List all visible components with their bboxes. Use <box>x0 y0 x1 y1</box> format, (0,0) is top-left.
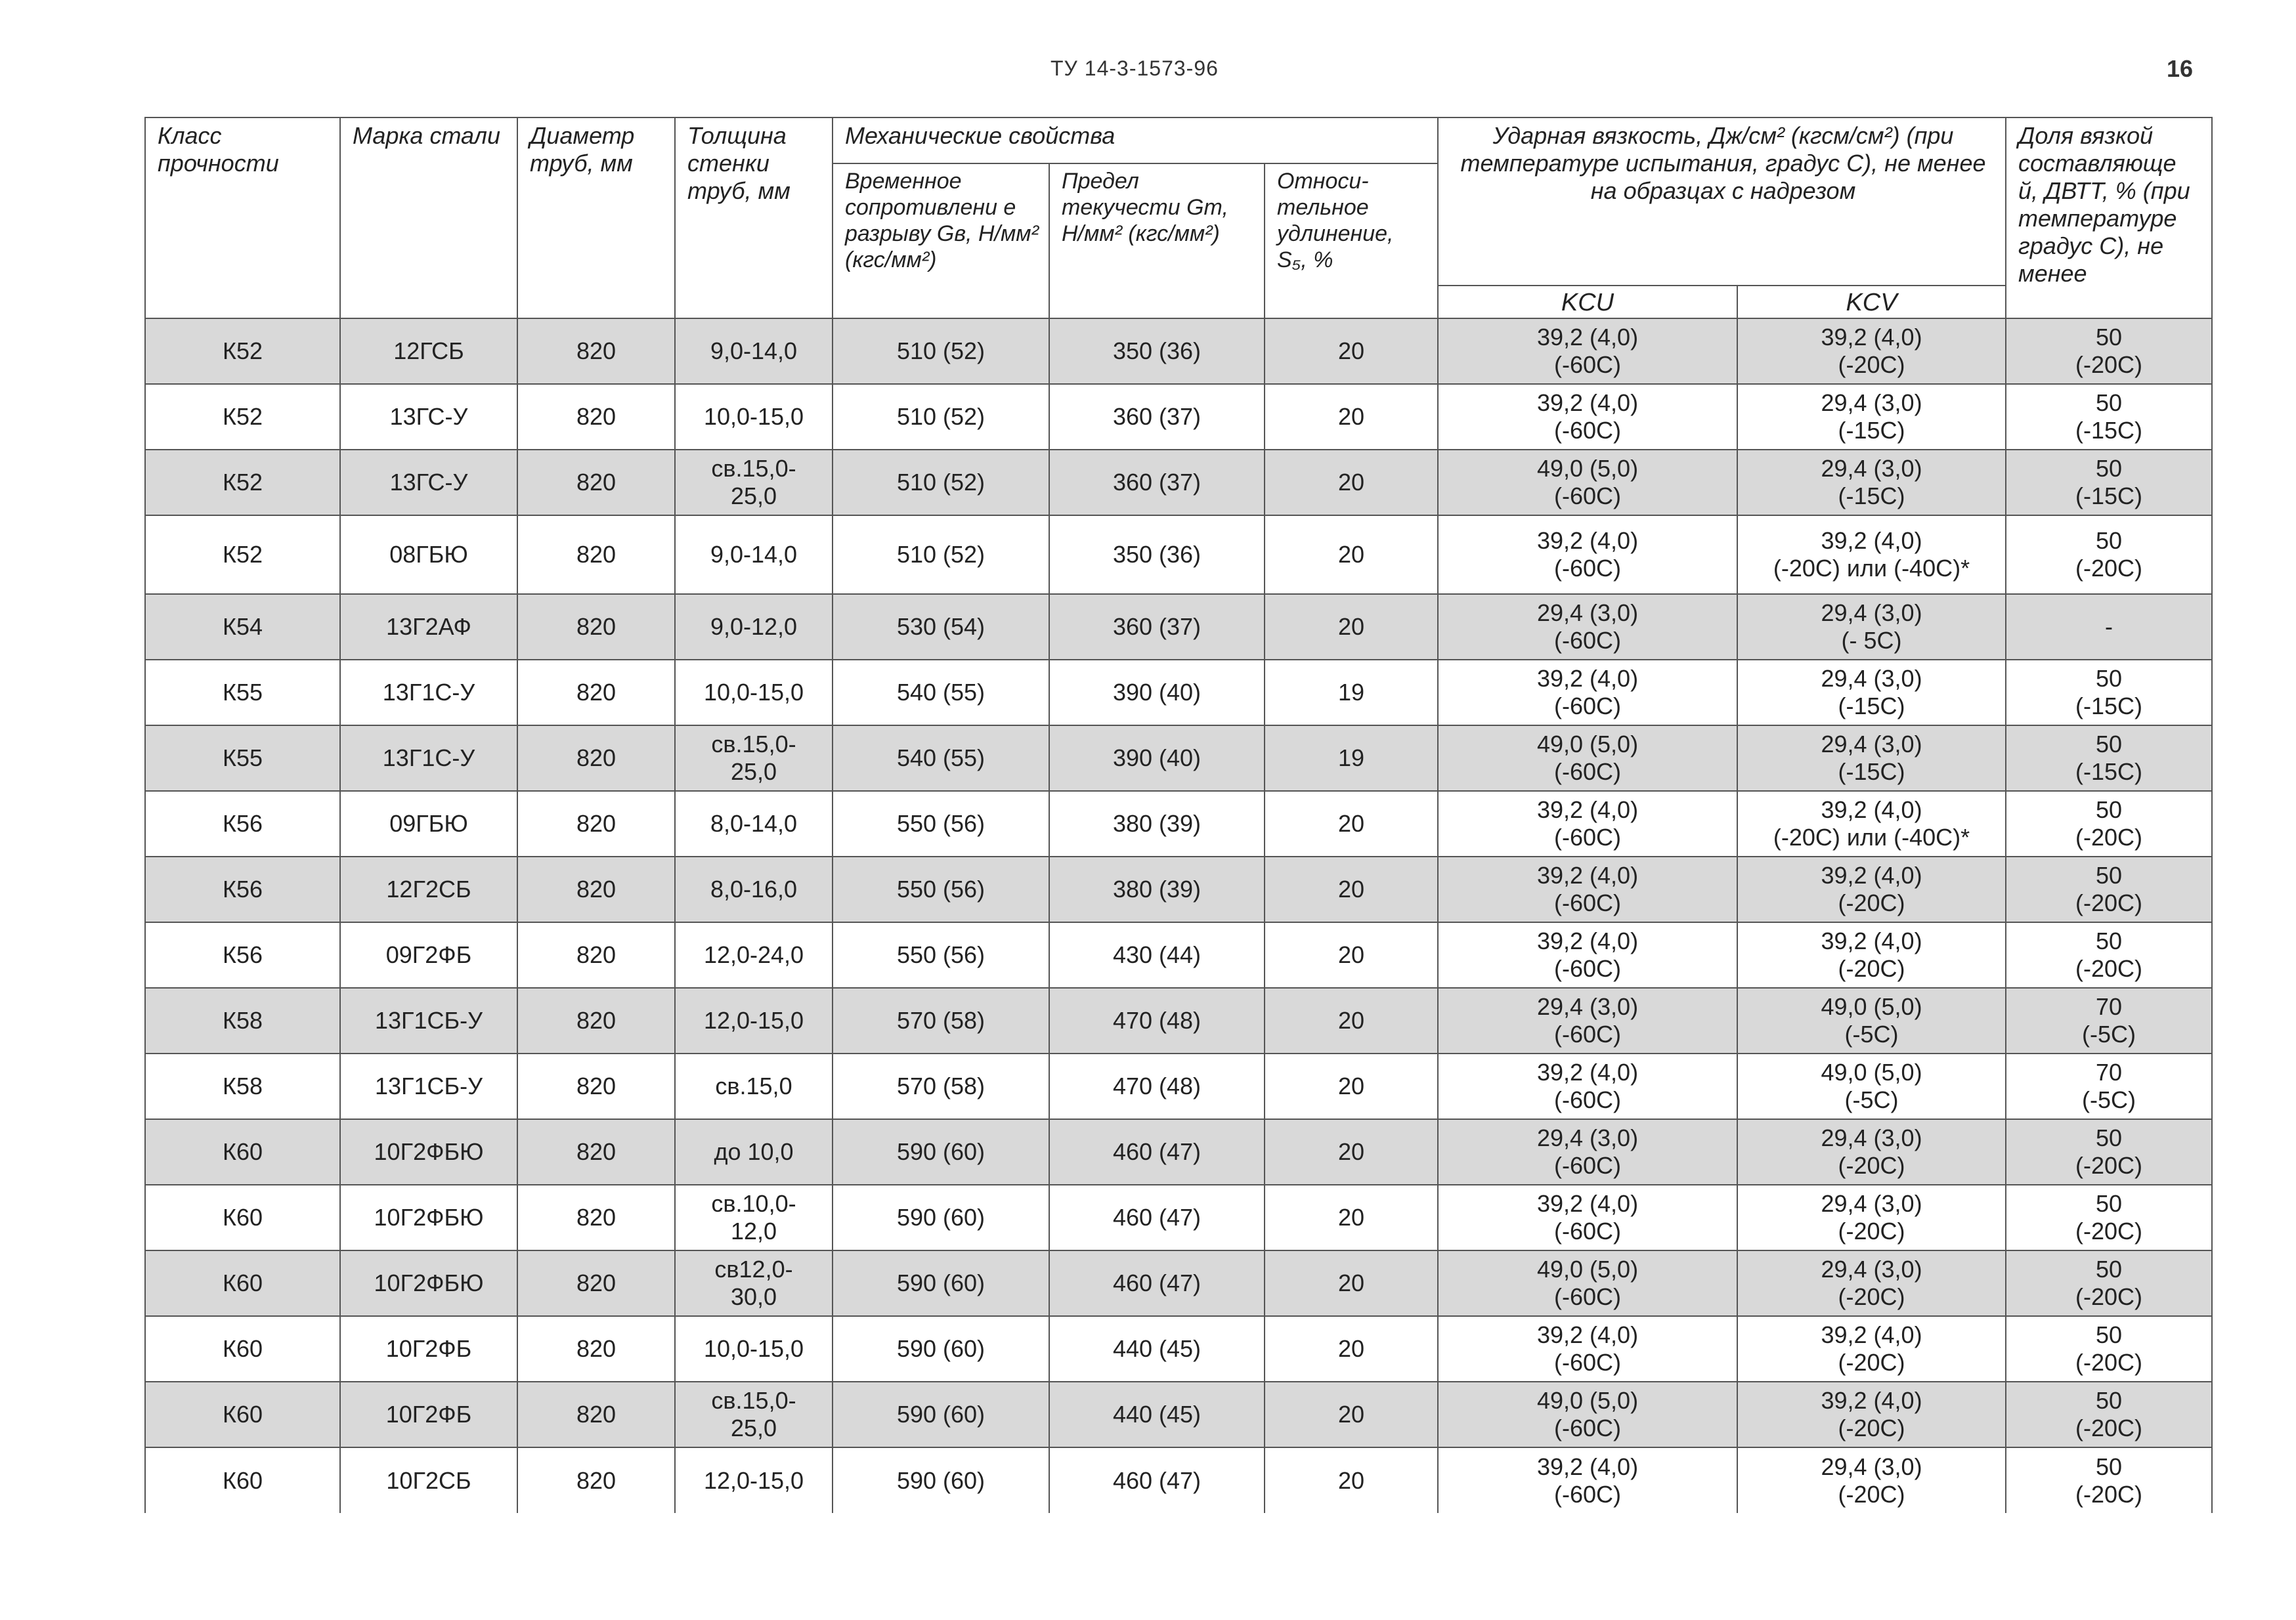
table-row <box>145 594 2212 660</box>
cell-wall-thickness: 12,0-15,0 <box>675 988 833 1054</box>
cell-steel-grade: 10Г2ФБЮ <box>340 1185 517 1250</box>
cell-steel-grade: 13Г2АФ <box>340 594 517 660</box>
table-body <box>145 318 2212 1513</box>
cell-strength-class: К55 <box>145 725 340 791</box>
cell-tensile-strength: 550 (56) <box>833 791 1049 857</box>
cell-steel-grade: 13Г1С-У <box>340 725 517 791</box>
cell-wall-thickness: св.15,0 <box>675 1054 833 1119</box>
cell-diameter: 820 <box>517 594 675 660</box>
cell-steel-grade: 12Г2СБ <box>340 857 517 922</box>
table-row <box>145 857 2212 922</box>
table-row <box>145 1250 2212 1316</box>
cell-kcu: 39,2 (4,0) (-60С) <box>1438 1185 1737 1250</box>
cell-ductile-share: 50 (-20С) <box>2006 1185 2212 1250</box>
cell-elongation: 20 <box>1265 1119 1438 1185</box>
page-number: 16 <box>2167 55 2194 82</box>
pipe-properties-table <box>144 117 2213 1513</box>
cell-diameter: 820 <box>517 857 675 922</box>
cell-kcu: 39,2 (4,0) (-60С) <box>1438 922 1737 988</box>
cell-wall-thickness: св.15,0- 25,0 <box>675 725 833 791</box>
cell-kcu: 39,2 (4,0) (-60С) <box>1438 1447 1737 1513</box>
cell-ductile-share: 50 (-20С) <box>2006 318 2212 384</box>
cell-ductile-share: 50 (-20С) <box>2006 1119 2212 1185</box>
cell-wall-thickness: до 10,0 <box>675 1119 833 1185</box>
cell-kcv: 39,2 (4,0) (-20С) <box>1737 857 2006 922</box>
cell-kcu: 39,2 (4,0) (-60С) <box>1438 857 1737 922</box>
cell-ductile-share: 50 (-15С) <box>2006 660 2212 725</box>
cell-kcv: 29,4 (3,0) (-15С) <box>1737 660 2006 725</box>
cell-kcv: 29,4 (3,0) (-15С) <box>1737 725 2006 791</box>
cell-diameter: 820 <box>517 1382 675 1447</box>
cell-yield-strength: 390 (40) <box>1049 725 1265 791</box>
cell-kcv: 29,4 (3,0) (-20С) <box>1737 1119 2006 1185</box>
header-strength-class: Класс прочности <box>145 117 340 318</box>
cell-yield-strength: 460 (47) <box>1049 1119 1265 1185</box>
cell-yield-strength: 350 (36) <box>1049 515 1265 594</box>
cell-yield-strength: 460 (47) <box>1049 1447 1265 1513</box>
cell-tensile-strength: 590 (60) <box>833 1185 1049 1250</box>
cell-strength-class: К54 <box>145 594 340 660</box>
cell-kcu: 39,2 (4,0) (-60С) <box>1438 660 1737 725</box>
cell-elongation: 20 <box>1265 384 1438 450</box>
cell-yield-strength: 350 (36) <box>1049 318 1265 384</box>
cell-kcu: 39,2 (4,0) (-60С) <box>1438 384 1737 450</box>
cell-tensile-strength: 510 (52) <box>833 318 1049 384</box>
cell-tensile-strength: 510 (52) <box>833 450 1049 515</box>
cell-steel-grade: 13ГС-У <box>340 384 517 450</box>
cell-ductile-share: - <box>2006 594 2212 660</box>
cell-steel-grade: 13Г1СБ-У <box>340 1054 517 1119</box>
cell-strength-class: К56 <box>145 791 340 857</box>
table-row <box>145 318 2212 384</box>
header-impact-strength: Ударная вязкость, Дж/см² (кгсм/см²) (при температуре испытания, градус С), не менее на образцах с надрезом <box>1438 117 2006 286</box>
table-row <box>145 1054 2212 1119</box>
cell-wall-thickness: св.15,0- 25,0 <box>675 450 833 515</box>
cell-steel-grade: 10Г2ФБЮ <box>340 1119 517 1185</box>
cell-diameter: 820 <box>517 384 675 450</box>
cell-steel-grade: 08ГБЮ <box>340 515 517 594</box>
cell-tensile-strength: 590 (60) <box>833 1316 1049 1382</box>
cell-elongation: 20 <box>1265 594 1438 660</box>
table-row <box>145 1382 2212 1447</box>
cell-tensile-strength: 510 (52) <box>833 515 1049 594</box>
cell-steel-grade: 10Г2ФБ <box>340 1382 517 1447</box>
cell-yield-strength: 390 (40) <box>1049 660 1265 725</box>
cell-wall-thickness: 9,0-14,0 <box>675 515 833 594</box>
cell-strength-class: К52 <box>145 515 340 594</box>
cell-elongation: 20 <box>1265 791 1438 857</box>
cell-kcv: 29,4 (3,0) (-20С) <box>1737 1185 2006 1250</box>
header-tensile-strength: Временное сопротивлени е разрыву Gв, Н/мм² (кгс/мм²) <box>833 163 1049 318</box>
cell-yield-strength: 460 (47) <box>1049 1250 1265 1316</box>
cell-wall-thickness: св.10,0- 12,0 <box>675 1185 833 1250</box>
cell-elongation: 20 <box>1265 1382 1438 1447</box>
cell-tensile-strength: 530 (54) <box>833 594 1049 660</box>
cell-kcv: 29,4 (3,0) (-20С) <box>1737 1447 2006 1513</box>
header-elongation: Относи-тельное удлинение, S₅, % <box>1265 163 1438 318</box>
table-row <box>145 1119 2212 1185</box>
header-kcv: KCV <box>1737 286 2006 318</box>
cell-ductile-share: 50 (-20С) <box>2006 1316 2212 1382</box>
cell-ductile-share: 50 (-20С) <box>2006 857 2212 922</box>
cell-kcv: 39,2 (4,0) (-20С) <box>1737 318 2006 384</box>
cell-wall-thickness: 8,0-14,0 <box>675 791 833 857</box>
cell-diameter: 820 <box>517 660 675 725</box>
cell-kcu: 49,0 (5,0) (-60С) <box>1438 1250 1737 1316</box>
table-row <box>145 922 2212 988</box>
cell-wall-thickness: 9,0-14,0 <box>675 318 833 384</box>
table-row <box>145 515 2212 594</box>
cell-kcv: 49,0 (5,0) (-5С) <box>1737 988 2006 1054</box>
cell-elongation: 20 <box>1265 515 1438 594</box>
cell-kcv: 39,2 (4,0) (-20С) или (-40С)* <box>1737 515 2006 594</box>
cell-strength-class: К60 <box>145 1447 340 1513</box>
cell-tensile-strength: 590 (60) <box>833 1250 1049 1316</box>
cell-steel-grade: 10Г2СБ <box>340 1447 517 1513</box>
cell-kcu: 39,2 (4,0) (-60С) <box>1438 791 1737 857</box>
cell-diameter: 820 <box>517 515 675 594</box>
cell-kcu: 39,2 (4,0) (-60С) <box>1438 1054 1737 1119</box>
cell-wall-thickness: св12,0- 30,0 <box>675 1250 833 1316</box>
cell-tensile-strength: 570 (58) <box>833 1054 1049 1119</box>
cell-tensile-strength: 550 (56) <box>833 922 1049 988</box>
cell-tensile-strength: 550 (56) <box>833 857 1049 922</box>
cell-ductile-share: 50 (-15С) <box>2006 450 2212 515</box>
cell-strength-class: К55 <box>145 660 340 725</box>
cell-elongation: 19 <box>1265 660 1438 725</box>
cell-tensile-strength: 590 (60) <box>833 1382 1049 1447</box>
cell-ductile-share: 50 (-20С) <box>2006 922 2212 988</box>
cell-kcu: 39,2 (4,0) (-60С) <box>1438 1316 1737 1382</box>
cell-kcv: 29,4 (3,0) (-15С) <box>1737 450 2006 515</box>
cell-ductile-share: 50 (-20С) <box>2006 1250 2212 1316</box>
header-mechanical-properties: Механические свойства <box>833 117 1438 163</box>
cell-yield-strength: 360 (37) <box>1049 450 1265 515</box>
cell-steel-grade: 09ГБЮ <box>340 791 517 857</box>
cell-wall-thickness: 8,0-16,0 <box>675 857 833 922</box>
cell-elongation: 20 <box>1265 922 1438 988</box>
cell-diameter: 820 <box>517 1119 675 1185</box>
cell-steel-grade: 13Г1СБ-У <box>340 988 517 1054</box>
header-wall-thickness: Толщина стенки труб, мм <box>675 117 833 318</box>
cell-kcv: 29,4 (3,0) (- 5С) <box>1737 594 2006 660</box>
cell-diameter: 820 <box>517 1054 675 1119</box>
cell-kcv: 29,4 (3,0) (-20С) <box>1737 1250 2006 1316</box>
cell-yield-strength: 360 (37) <box>1049 384 1265 450</box>
cell-diameter: 820 <box>517 1250 675 1316</box>
cell-wall-thickness: 9,0-12,0 <box>675 594 833 660</box>
cell-strength-class: К52 <box>145 318 340 384</box>
table-row <box>145 450 2212 515</box>
cell-kcu: 39,2 (4,0) (-60С) <box>1438 515 1737 594</box>
cell-strength-class: К52 <box>145 450 340 515</box>
cell-wall-thickness: 10,0-15,0 <box>675 384 833 450</box>
cell-kcu: 29,4 (3,0) (-60С) <box>1438 594 1737 660</box>
cell-elongation: 20 <box>1265 1054 1438 1119</box>
cell-diameter: 820 <box>517 1447 675 1513</box>
table-row <box>145 384 2212 450</box>
cell-diameter: 820 <box>517 1316 675 1382</box>
cell-strength-class: К56 <box>145 922 340 988</box>
header-kcu: KCU <box>1438 286 1737 318</box>
cell-tensile-strength: 590 (60) <box>833 1447 1049 1513</box>
cell-elongation: 20 <box>1265 318 1438 384</box>
cell-strength-class: К58 <box>145 988 340 1054</box>
cell-elongation: 19 <box>1265 725 1438 791</box>
cell-ductile-share: 50 (-20С) <box>2006 1447 2212 1513</box>
cell-kcu: 49,0 (5,0) (-60С) <box>1438 450 1737 515</box>
header-yield-strength: Предел текучести Gт, Н/мм² (кгс/мм²) <box>1049 163 1265 318</box>
cell-ductile-share: 50 (-20С) <box>2006 515 2212 594</box>
table-row <box>145 1185 2212 1250</box>
cell-kcu: 39,2 (4,0) (-60С) <box>1438 318 1737 384</box>
cell-kcv: 29,4 (3,0) (-15С) <box>1737 384 2006 450</box>
cell-strength-class: К60 <box>145 1316 340 1382</box>
cell-tensile-strength: 540 (55) <box>833 660 1049 725</box>
cell-elongation: 20 <box>1265 450 1438 515</box>
cell-kcv: 49,0 (5,0) (-5С) <box>1737 1054 2006 1119</box>
cell-diameter: 820 <box>517 922 675 988</box>
cell-strength-class: К60 <box>145 1185 340 1250</box>
cell-steel-grade: 13ГС-У <box>340 450 517 515</box>
cell-diameter: 820 <box>517 725 675 791</box>
cell-kcu: 29,4 (3,0) (-60С) <box>1438 1119 1737 1185</box>
cell-elongation: 20 <box>1265 857 1438 922</box>
cell-strength-class: К52 <box>145 384 340 450</box>
cell-elongation: 20 <box>1265 1447 1438 1513</box>
cell-diameter: 820 <box>517 791 675 857</box>
cell-tensile-strength: 570 (58) <box>833 988 1049 1054</box>
table-row <box>145 660 2212 725</box>
cell-wall-thickness: 12,0-24,0 <box>675 922 833 988</box>
cell-diameter: 820 <box>517 450 675 515</box>
cell-strength-class: К60 <box>145 1119 340 1185</box>
cell-ductile-share: 50 (-20С) <box>2006 1382 2212 1447</box>
table-row <box>145 791 2212 857</box>
cell-wall-thickness: св.15,0- 25,0 <box>675 1382 833 1447</box>
cell-yield-strength: 440 (45) <box>1049 1316 1265 1382</box>
cell-ductile-share: 50 (-20С) <box>2006 791 2212 857</box>
cell-elongation: 20 <box>1265 1185 1438 1250</box>
cell-tensile-strength: 590 (60) <box>833 1119 1049 1185</box>
cell-elongation: 20 <box>1265 988 1438 1054</box>
header-steel-grade: Марка стали <box>340 117 517 318</box>
cell-ductile-share: 70 (-5С) <box>2006 1054 2212 1119</box>
cell-yield-strength: 360 (37) <box>1049 594 1265 660</box>
cell-yield-strength: 380 (39) <box>1049 857 1265 922</box>
cell-yield-strength: 470 (48) <box>1049 988 1265 1054</box>
cell-yield-strength: 460 (47) <box>1049 1185 1265 1250</box>
cell-tensile-strength: 540 (55) <box>833 725 1049 791</box>
cell-yield-strength: 430 (44) <box>1049 922 1265 988</box>
cell-kcv: 39,2 (4,0) (-20С) <box>1737 1316 2006 1382</box>
cell-yield-strength: 470 (48) <box>1049 1054 1265 1119</box>
cell-wall-thickness: 12,0-15,0 <box>675 1447 833 1513</box>
cell-diameter: 820 <box>517 988 675 1054</box>
cell-kcu: 49,0 (5,0) (-60С) <box>1438 1382 1737 1447</box>
cell-tensile-strength: 510 (52) <box>833 384 1049 450</box>
cell-steel-grade: 10Г2ФБЮ <box>340 1250 517 1316</box>
cell-kcv: 39,2 (4,0) (-20С) <box>1737 922 2006 988</box>
cell-kcv: 39,2 (4,0) (-20С) <box>1737 1382 2006 1447</box>
cell-elongation: 20 <box>1265 1250 1438 1316</box>
cell-ductile-share: 50 (-15С) <box>2006 725 2212 791</box>
table-row <box>145 1447 2212 1513</box>
cell-wall-thickness: 10,0-15,0 <box>675 1316 833 1382</box>
cell-yield-strength: 380 (39) <box>1049 791 1265 857</box>
table-row <box>145 725 2212 791</box>
cell-yield-strength: 440 (45) <box>1049 1382 1265 1447</box>
cell-strength-class: К60 <box>145 1250 340 1316</box>
cell-diameter: 820 <box>517 1185 675 1250</box>
cell-ductile-share: 50 (-15С) <box>2006 384 2212 450</box>
table-row <box>145 1316 2212 1382</box>
cell-wall-thickness: 10,0-15,0 <box>675 660 833 725</box>
cell-strength-class: К60 <box>145 1382 340 1447</box>
cell-strength-class: К56 <box>145 857 340 922</box>
cell-strength-class: К58 <box>145 1054 340 1119</box>
document-code: ТУ 14-3-1573-96 <box>1051 56 1219 80</box>
cell-steel-grade: 13Г1С-У <box>340 660 517 725</box>
cell-elongation: 20 <box>1265 1316 1438 1382</box>
table-row <box>145 988 2212 1054</box>
cell-steel-grade: 12ГСБ <box>340 318 517 384</box>
cell-kcu: 49,0 (5,0) (-60С) <box>1438 725 1737 791</box>
table-head <box>145 117 2212 318</box>
cell-ductile-share: 70 (-5С) <box>2006 988 2212 1054</box>
cell-steel-grade: 10Г2ФБ <box>340 1316 517 1382</box>
cell-kcv: 39,2 (4,0) (-20С) или (-40С)* <box>1737 791 2006 857</box>
cell-kcu: 29,4 (3,0) (-60С) <box>1438 988 1737 1054</box>
cell-diameter: 820 <box>517 318 675 384</box>
header-diameter: Диаметр труб, мм <box>517 117 675 318</box>
cell-steel-grade: 09Г2ФБ <box>340 922 517 988</box>
header-ductile-share: Доля вязкой составляюще й, ДВТТ, % (при температуре градус С), не менее <box>2006 117 2212 318</box>
